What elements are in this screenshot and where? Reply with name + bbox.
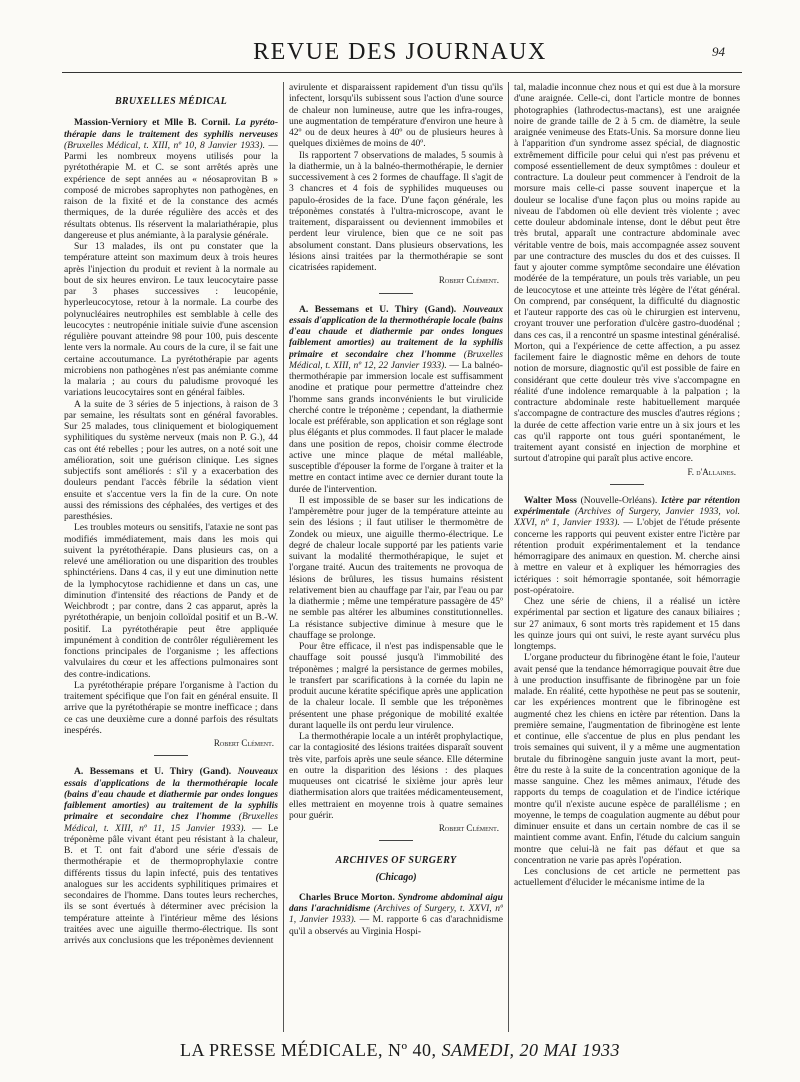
article-source: (Bruxelles Médical, t. XIII, nº 12, 22 Janvier 1933). xyxy=(289,348,503,371)
page-footer xyxy=(0,1040,800,1061)
article-author: A. Bessemans et U. Thiry (Gand). xyxy=(74,766,232,778)
paragraph: Les troubles moteurs ou sensitifs, l'ataxie ne sont pas modifiés immédiatement, mais dans les mois qui suivent la pyrétothérapie. Dans plusieurs cas, on a relevé une amélioration ou une disparition des troubles sphinctériens. Dans 4 cas, il y eut une diminution nette de la lymphocytose rachidienne et dans un cas, une diminution d'intensité des réactions de Pandy et de Weichbrodt ; par contre, dans 2 cas apparut, après la pyrétothérapie, un benjoin colloïdal positif et un B.-W. positif. La pyrétothérapie peut être appliquée impunément à condition de contrôler régulièrement les fonctions principales de l'organisme ; les affections valvulaires du cœur et les affections pulmonaires sont des contre-indications. xyxy=(64,522,278,680)
paragraph-text: — Le tréponème pâle vivant étant peu résistant à la chaleur, B. et T. ont fait d'abord une série d'essais de thermothérapie et de thermoprophylaxie contre différents tissus du lapin infecté, puis des tentatives analogues sur les accidents syphilitiques primaires et secondaires de l'homme. Dans toutes leurs recherches, ils se sont évertués à déterminer avec précision la température atteinte à l'intérieur même des lésions traitées avec une aiguille thermo-électrique. Ils sont arrivés aux conclusions que les tréponèmes deviennent xyxy=(64,822,278,946)
article-separator xyxy=(610,484,644,485)
article-lead xyxy=(289,304,503,495)
paragraph: tal, maladie inconnue chez nous et qui est due à la morsure d'une araignée. Celle-ci, dont l'article montre de bonnes photographies (lathrodectus-mactans), est une araignée noire de grande taille de 2 à 5 cm. de diamètre, la seule araignée venimeuse des Etats-Unis. Sa morsure donne lieu à l'apparition d'un syndrome assez spécial, de diagnostic extrêmement difficile pour celui qui n'est pas prévenu et composé essentiellement de deux symptômes : douleur et contracture. La douleur peut commencer à l'endroit de la morsure mais celle-ci passe souvent inaperçue et la douleur se localise d'une façon plus ou moins rapide au niveau de l'abdomen où elle devient très violente ; avec cette douleur abdominale intense, dont le début peut être très brutal, apparaît une contracture abdominale avec véritable ventre de bois, mais accompagnée assez souvent par une contracture des muscles du dos et des cuisses. Il faut y ajouter comme symptôme secondaire une élévation modérée de la température, un pouls très variable, un peu de leucocytose et une atteinte très légère de l'état général. On comprend, par conséquent, la difficulté du diagnostic et l'auteur rapporte des cas où le chirurgien est intervenu, croyant trouver une perforation d'ulcère gastro-duodénal ; dans ces cas, il a rencontré un spasme intestinal généralisé. Morton, qui a l'expérience de cette affection, a pu assez facilement faire le diagnostic même en dehors de toute notion de morsure, diagnostic qu'il est possible de faire en considérant que cette douleur très vive s'accompagne en réalité d'une indolence remarquable à la palpation ; la contracture abdominale reste habituellement marquée s'accompagne de contracture des muscles d'autres régions ; la durée de cette affection varie entre un à six jours et les cas qu'il rapporte ont tous guéri spontanément, le traitement ayant consisté en injection de morphine et surtout d'atropine qui paraît plus active encore. xyxy=(514,82,740,465)
paragraph: Chez une série de chiens, il a réalisé un ictère expérimental par section et ligature des canaux biliaires ; sur 27 animaux, 6 sont morts très rapidement et 15 dans les quinze jours qui ont suivi, le reste ayant survécu plus longtemps. xyxy=(514,596,740,652)
article-title: Nouveaux essais d'application de la thermothérapie locale (bains d'eau chaude et diathermie par ondes longues faiblement amorties) au traitement de la syphilis primaire et secondaire chez l'homme xyxy=(289,303,503,360)
article-arachnidisme xyxy=(289,892,503,937)
article-source: (Bruxelles Médical, t. XIII, nº 11, 15 Janvier 1933). xyxy=(64,811,278,834)
article-title: Nouveaux essais d'applications de la thermothérapie locale (bains d'eau chaude et diathermie par ondes longues faiblement amorties) au traitement de la syphilis primaire et secondaire chez l'homme xyxy=(64,766,278,823)
article-title: Syndrome abdominal aigu dans l'arachnidisme xyxy=(289,891,503,914)
column-divider xyxy=(508,82,509,1032)
section-subheading: (Chicago) xyxy=(375,871,417,883)
article-location: (Nouvelle-Orléans). xyxy=(580,494,658,506)
article-author: Walter Moss xyxy=(524,494,577,506)
article-ictere xyxy=(514,495,740,889)
article-thermotherapie-1 xyxy=(64,766,278,946)
column-2 xyxy=(289,82,503,1032)
article-source: (Archives of Surgery, t. XXVI, nº 1, Janvier 1933). xyxy=(289,903,503,926)
article-signature: Robert Clément. xyxy=(438,823,499,833)
paragraph: Il est impossible de se baser sur les indications de l'ampèremètre pour juger de la température atteinte au sein des lésions ; il faut utiliser le thermomètre de Zondek ou mieux, une aiguille thermo-électrique. Le degré de chaleur locale supporté par les patients varie suivant la modalité thermothérapique, le sujet et l'organe traité. Aucun des traitements ne provoqua de lésions de brûlures, les tissus humains résistent relativement bien au chauffage par l'air, par l'eau ou par la diathermie ; même une température passagère de 45º ne semble pas altérer les albumines constitutionnelles. La résistance subjective diminue à mesure que le chauffage se prolonge. xyxy=(289,494,503,641)
paragraph: Ils rapportent 7 observations de malades, 5 soumis à la diathermie, un à la balnéo-thermothérapie, le dernier successivement à ces 2 formes de chauffage. Il s'agit de 3 chancres et 4 fois de syphilides muqueuses ou papulo-érosides de la face. D'une façon générale, les tréponèmes constatés à l'ultra-microscope, avant le traitement, disparaissent ou deviennent immobiles et perdent leur virulence, bien que ce ne soit pas absolument constant. Dans plusieurs observations, les lésions ainsi traitées par la thermothérapie se sont cicatrisées rapidement. xyxy=(289,149,503,273)
article-title: Ictère par rétention expérimentale xyxy=(514,494,740,517)
paragraph-text: — M. rapporte 6 cas d'arachnidisme qu'il a observés au Virginia Hospi- xyxy=(289,914,503,937)
footer-date: SAMEDI, 20 MAI 1933 xyxy=(441,1040,621,1060)
paragraph: Sur 13 malades, ils ont pu constater que la température atteint son maximum deux à trois heures après l'injection du produit et revient à la normale au bout de six heures environ. Le taux leucocytaire passe par 3 phases successives : leucopénie, hyperleucocytose, retour à la normale. La courbe des polynucléaires neutrophiles est semblable à celle des leucocytes : neutropénie initiale suivie d'une ascension régulière pouvant atteindre 98 pour 100, puis descente lente vers la normale. Au cours de la cure, il se fait une certaine accoutumance. La pyrétothérapie par agents microbiens non pathogènes n'est pas anémiante comme la malaria ; au cours du paludisme provoqué les variations leucocytaires sont en général faibles. xyxy=(64,241,278,399)
section-heading: BRUXELLES MÉDICAL xyxy=(114,96,228,107)
page-number: 94 xyxy=(712,44,725,59)
article-author: A. Bessemans et U. Thiry (Gand). xyxy=(299,303,457,315)
article-title: La pyrétothérapie dans le traitement des syphilis nerveuses xyxy=(64,117,278,140)
article-pyretotherapie xyxy=(64,117,278,749)
paragraph: Les conclusions de cet article ne permettent pas actuellement d'élucider le mécanisme intime de la xyxy=(514,866,740,889)
article-signature: F. d'Allaines. xyxy=(687,466,736,477)
paragraph-text: — La balnéo-thermothérapie par immersion locale est suffisamment anodine et pratique pour permettre d'atteindre chez l'homme sans grands inconvénients le but virulicide cherché contre le tréponème ; cependant, la diathermie locale est préférable, son application et son réglage sont plus élégants et plus commodes. Il faut placer le malade dans une position de repos, choisir comme électrode active une mince plaque de métal malléable, susceptible d'épouser la forme de l'organe à traiter et la mettre en contact intime avec ce dernier durant toute la durée de l'intervention. xyxy=(289,359,503,495)
article-lead xyxy=(514,495,740,596)
paragraph: avirulente et disparaissent rapidement d'un tissu qu'ils infectent, lorsqu'ils subissent sous l'action d'une source de chaleur non lumineuse, autre que les infra-rouges, une augmentation de température d'environ une heure à 42º ou de deux heures à 40º ou de plusieurs heures à quelques dixièmes de moins de 40º. xyxy=(289,82,503,150)
paragraph: Pour être efficace, il n'est pas indispensable que le chauffage soit poussé jusqu'à l'immobilité des tréponèmes ; malgré la persistance de germes mobiles, le transfert par scarifications à la cornée du lapin ne produit aucune kératite spécifique après une application de la chaleur locale. Il semble que les tréponèmes présentent une phase prégonique de mobilité exaltée durant laquelle ils ont perdu leur virulence. xyxy=(289,641,503,731)
paragraph-text: — L'objet de l'étude présente concerne les rapports qui peuvent exister entre l'ictère par rétention produit expérimentalement et la tendance hémorragipare des animaux en question. M. cherche ainsi à mettre en valeur et à expliquer les hémorragies des ictériques : soit hémorragie spontanée, soit hémorragie post-opératoire. xyxy=(514,517,740,596)
article-author: Massion-Verniory et Mlle B. Cornil. xyxy=(74,117,231,129)
article-source: (Bruxelles Médical, t. XIII, nº 10, 8 Janvier 1933). xyxy=(64,139,265,151)
footer-journal: LA PRESSE MÉDICALE, Nº 40, xyxy=(179,1040,437,1060)
column-3 xyxy=(514,82,740,1032)
article-separator xyxy=(379,293,413,294)
paragraph: La thermothérapie locale a un intérêt prophylactique, car la contagiosité des lésions traitées disparaît souvent très vite, parfois après une seule séance. Elle détermine en outre la disparition des lésions : des plaques muqueuses ont cicatrisé le sixième jour après leur diathermisation alors que traitées médicamenteusement, elles mettraient en moyenne trois à quatre semaines pour guérir. xyxy=(289,731,503,821)
article-lead xyxy=(289,892,503,937)
paragraph: A la suite de 3 séries de 5 injections, à raison de 3 par semaine, les résultats sont en général favorables. Sur 25 malades, tous cliniquement et biologiquement syphilitiques du système nerveux (mais non P. G.), 44 cas ont été rebelles ; pour les autres, on a noté soit une amélioration, soit une guérison clinique. Les signes subjectifs sont améliorés : s'il y a exacerbation des douleurs pendant l'accès fébrile la sédation vient ensuite et s'accentue vers la fin de la cure. On note aussi des rémissions des céphalées, des vertiges et des paresthésies. xyxy=(64,398,278,522)
paragraph: L'organe producteur du fibrinogène étant le foie, l'auteur avait pensé que la tendance hémorragique pouvait être due à une production insuffisante de fibrinogène par un foie malade. En réalité, cette hypothèse ne peut pas se soutenir, car les expériences montrent que le fibrinogène est augmenté chez les chiens en ictère par rétention. Dans la première semaine, l'augmentation de fibrinogène est lente et continue, elle s'accentue de plus en plus pendant les trois semaines qui suivent, il y a même une augmentation brutale du fibrinogène sanguin juste avant la mort, peut-être du reste à la suite de la concentration agonique de la masse sanguine. Chez les mêmes animaux, l'étude des rapports du temps de coagulation et de l'indice ictérique montre qu'il n'existe aucune espèce de parallélisme ; en moyenne, le temps de coagulation augmente au début pour diminuer ensuite et dans un certain nombre de cas il se maintient comme avant. Enfin, l'étude du calcium sanguin montre que celui-là ne fait pas défaut et que sa concentration ne varie pas après l'opération. xyxy=(514,652,740,866)
article-signature: Robert Clément. xyxy=(438,275,499,286)
section-heading: ARCHIVES OF SURGERY xyxy=(335,855,457,867)
paragraph-text: — Parmi les nombreux moyens utilisés pour la pyrétothérapie M. et C. se sont arrêtés après une expérience de sept années au « néosaprovitan B » composé de microbes saprophytes non pathogènes, en raison de la fixité et de la constance des acmés thermiques, de la durée régulière des accès et des résultats obtenus. Ils réservent la malariathérapie, plus dangereuse et plus anémiante, à la paralysie générale. xyxy=(64,139,278,241)
header-rule xyxy=(62,72,742,73)
journal-section-title: REVUE DES JOURNAUX xyxy=(253,39,547,65)
article-separator xyxy=(154,755,188,756)
column-1 xyxy=(64,82,278,1032)
article-lead xyxy=(64,766,278,946)
column-divider xyxy=(283,82,284,1032)
article-separator xyxy=(379,840,413,841)
article-source: (Archives of Surgery, Janvier 1933, vol. XXVI, nº 1, Janvier 1933). xyxy=(514,506,740,529)
article-lead xyxy=(64,117,278,241)
article-thermotherapie-2 xyxy=(289,304,503,835)
article-signature: Robert Clément. xyxy=(213,738,274,748)
article-author: Charles Bruce Morton. xyxy=(299,891,395,903)
paragraph: La pyrétothérapie prépare l'organisme à l'action du traitement spécifique que l'on fait en général ensuite. Il arrive que la pyrétothérapie se montre inefficace ; dans ce cas une deuxième cure a donné parfois des résultats inespérés. xyxy=(64,679,278,736)
